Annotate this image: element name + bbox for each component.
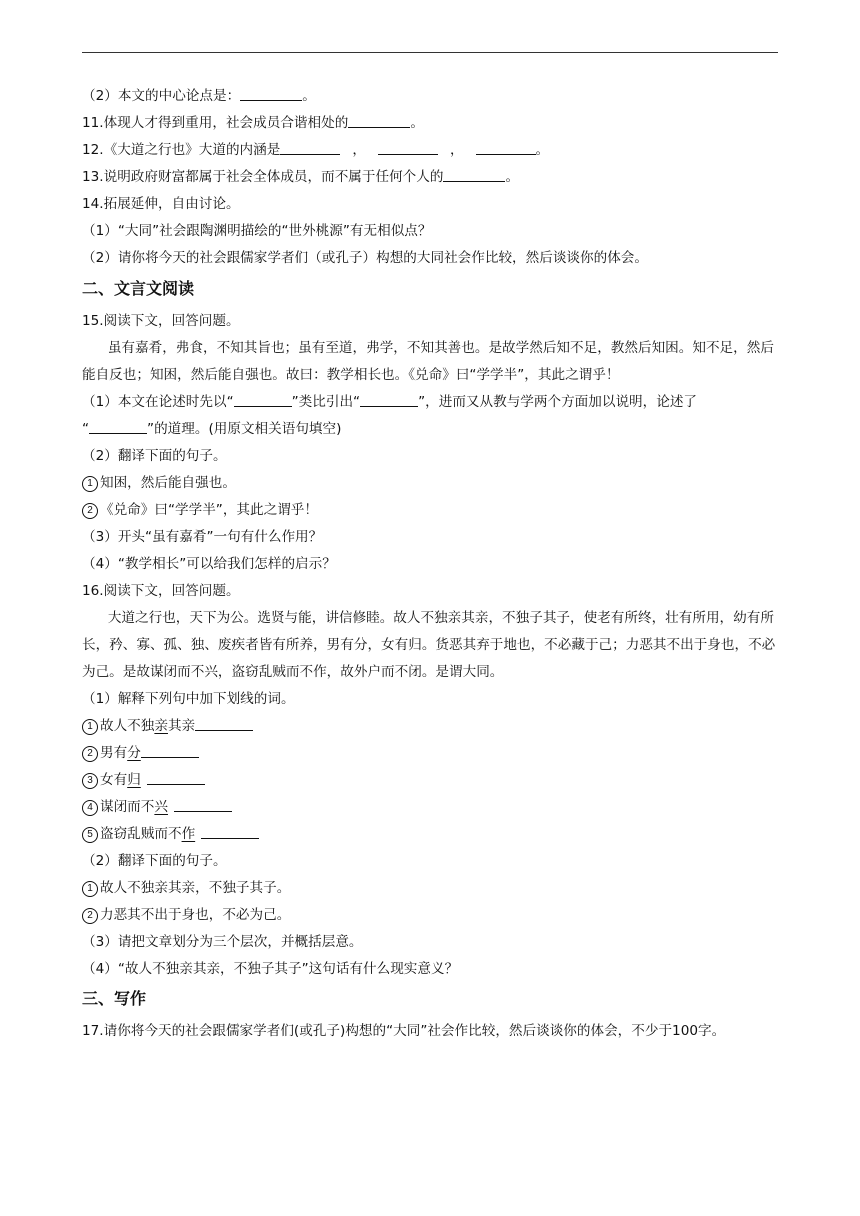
passage-15: 虽有嘉肴，弗食，不知其旨也；虽有至道，弗学，不知其善也。是故学然后知不足，教然后知困。知不足，然后能自反也；知困，然后能自强也。故曰：教学相长也。《兑命》曰“学学半”，其此之谓乎！ [82,340,774,383]
underlined-word: 兴 [154,799,168,815]
circled-number: 4 [82,800,98,816]
question-15-1: （1）本文在论述时先以“ ”类比引出“ ”，进而又从教与学两个方面加以说明，论述了 [82,394,698,410]
question-12: 12.《大道之行也》大道的内涵是 ， ， 。 [82,142,550,158]
answer-blank[interactable] [360,393,418,407]
header-rule [82,52,778,53]
circled-number: 2 [82,908,98,924]
underlined-word: 归 [127,772,141,788]
circled-number: 3 [82,773,98,789]
underlined-word: 亲 [154,718,168,734]
question-15-1-cont: “ ”的道理。(用原文相关语句填空) [82,421,342,437]
exam-content [82,83,782,1045]
answer-blank[interactable] [147,771,205,785]
question-13: 13.说明政府财富都属于社会全体成员，而不属于任何个人的 。 [82,169,520,185]
question-16-4: （4）“故人不独亲其亲，不独子其子”这句话有什么现实意义？ [82,961,459,977]
question-16-3: （3）请把文章划分为三个层次，并概括层意。 [82,934,363,950]
underlined-word: 作 [181,826,196,842]
answer-blank[interactable] [348,114,410,128]
underlined-word: 分 [127,745,141,761]
sentence-16-2-2: 2 力恶其不出于身也，不必为己。 [82,902,782,929]
question-15: 15.阅读下文，回答问题。 [82,313,240,329]
question-16: 16.阅读下文，回答问题。 [82,583,240,599]
question-16-1: （1）解释下列句中加下划线的词。 [82,691,295,707]
answer-blank[interactable] [89,420,147,434]
answer-blank[interactable] [280,141,340,155]
question-11: 11.体现人才得到重用，社会成员合谐相处的 。 [82,115,424,131]
circled-number: 5 [82,827,98,843]
answer-blank[interactable] [141,744,199,758]
question-14-1: （1）“大同”社会跟陶渊明描绘的“世外桃源”有无相似点？ [82,223,432,239]
question-15-3: （3）开头“虽有嘉肴”一句有什么作用？ [82,529,323,545]
word-item-2: 2 男有分 [82,740,782,767]
answer-blank[interactable] [201,825,259,839]
circled-number: 1 [82,881,98,897]
circled-number: 1 [82,476,98,492]
answer-blank[interactable] [174,798,232,812]
sentence-15-2-1: 1 知困，然后能自强也。 [82,470,782,497]
answer-blank[interactable] [195,717,253,731]
question-15-2: （2）翻译下面的句子。 [82,448,227,464]
word-item-3: 3 女有归 [82,767,782,794]
question-10-2: （2）本文的中心论点是： 。 [82,88,316,104]
sentence-15-2-2: 2 《兑命》曰“学学半”，其此之谓乎！ [82,497,782,524]
question-14: 14.拓展延伸，自由讨论。 [82,196,240,212]
answer-blank[interactable] [476,141,536,155]
section-heading-classical: 二、文言文阅读 [82,279,195,298]
question-15-4: （4）“教学相长”可以给我们怎样的启示？ [82,556,336,572]
question-17: 17.请你将今天的社会跟儒家学者们(或孔子)构想的“大同”社会作比较，然后谈谈你的体会，不少于100字。 [82,1023,726,1039]
word-item-4: 4 谋闭而不兴 [82,794,782,821]
word-item-1: 1 故人不独亲其亲 [82,713,782,740]
sentence-16-2-1: 1 故人不独亲其亲，不独子其子。 [82,875,782,902]
question-14-2: （2）请你将今天的社会跟儒家学者们（或孔子）构想的大同社会作比较，然后谈谈你的体会。 [82,250,648,266]
circled-number: 2 [82,503,98,519]
answer-blank[interactable] [378,141,438,155]
question-16-2: （2）翻译下面的句子。 [82,853,227,869]
word-item-5: 5 盗窃乱贼而不作 [82,821,782,848]
section-heading-writing: 三、写作 [82,989,147,1008]
answer-blank[interactable] [443,168,505,182]
answer-blank[interactable] [240,87,302,101]
passage-16: 大道之行也，天下为公。选贤与能，讲信修睦。故人不独亲其亲，不独子其子，使老有所终，壮有所用，幼有所长，矜、寡、孤、独、废疾者皆有所养，男有分，女有归。货恶其弃于地也，不必藏于己；力恶其不出于身也，不必为己。是故谋闭而不兴，盗窃乱贼而不作，故外户而不闭。是谓大同。 [82,610,776,680]
circled-number: 1 [82,719,98,735]
answer-blank[interactable] [234,393,292,407]
circled-number: 2 [82,746,98,762]
